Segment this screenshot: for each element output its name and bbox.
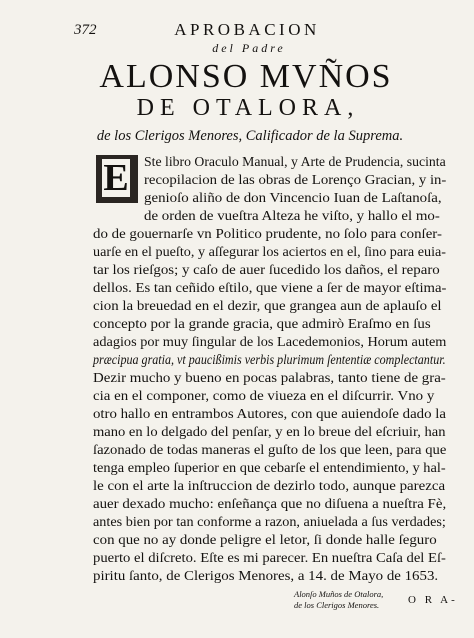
approval-heading: APROBACION: [174, 20, 320, 39]
body-line: Dezir mucho y bueno en pocas palabras, tanto tiene de gra-: [93, 370, 446, 385]
body-line: auer dexado mucho: enſeñança que no diſuena a nueſtra Fè,: [93, 496, 447, 511]
body-line: puerto el diſcreto. Eſte es mi parecer. En nueſtra Caſa del Eſ-: [93, 550, 446, 565]
body-line: otro hallo en entrambos Autores, con que auiendoſe dado la: [93, 406, 446, 421]
drop-cap-letter: E: [103, 157, 129, 199]
body-line: tenga empleo ſuperior en que cebarſe el entendimiento, y hal-: [93, 460, 446, 475]
signature-name: Alonſo Muños de Otalora,: [294, 589, 384, 599]
author-name-heading: ALONSO MVÑOS: [99, 58, 393, 95]
decorated-initial: [96, 155, 138, 203]
author-title-line: de los Clerigos Menores, Calificador de la Suprema.: [96, 128, 404, 144]
body-line: recopilacion de las obras de Lorenço Gracian, y in-: [144, 172, 447, 187]
body-line: genioſo aliño de don Vincencio Iuan de Laſtanoſa,: [144, 190, 442, 205]
body-line: cia en el componer, como de viueza en el diſcurrir. Vno y: [93, 388, 435, 403]
signature-order: de los Clerigos Menores.: [294, 600, 380, 610]
body-line: piritu ſanto, de Clerigos Menores, a 14. de Mayo de 1653.: [93, 568, 439, 583]
body-line: mano en lo delgado del penſar, y en lo breue del eſcriuir, han: [93, 424, 446, 439]
page-number: 372: [74, 22, 97, 38]
author-surname-heading: DE OTALORA,: [136, 95, 360, 121]
body-line: antes bien por tan conforme a razon, aniuelada a ſus verdades;: [93, 514, 446, 529]
body-line: de orden de vueſtra Alteza he viſto, y hallo el mo-: [144, 208, 440, 223]
body-line: con que no ay donde peligre el letor, ſi donde halle ſeguro: [93, 532, 437, 547]
body-line: uarſe en el pueſto, y aſſegurar los aciertos en el, ſino para euia-: [93, 244, 447, 259]
body-line: do de gouernarſe vn Politico prudente, no ſolo para conſer-: [93, 226, 442, 241]
body-line: ſazonado de todas maneras el guſto de los que leen, para que: [93, 442, 447, 457]
body-line: dellos. Es tan ceñido eſtilo, que viene a ſer de mayor eſtima-: [93, 280, 447, 295]
body-line: concepto por la grande gracia, que admirò Eraſmo en ſus: [93, 316, 431, 331]
body-line: cion la breuedad en el dezir, que grangea aun de aplauſo el: [93, 298, 442, 313]
body-line-latin-quote: præcipua gratia, vt paucißimis verbis plurimum ſententiæ complectantur.: [93, 352, 446, 367]
body-line: Ste libro Oraculo Manual, y Arte de Prudencia, sucinta: [144, 154, 446, 169]
body-line: adagios por muy ſingular de los Lacedemonios, Horum autem: [93, 334, 447, 349]
catchword: O R A-: [408, 594, 458, 606]
body-line: le con el arte la inſtruccion de dezirlo todo, aunque parezca: [93, 478, 446, 493]
body-line: tar los rieſgos; y caſo de auer ſucedido los daños, el reparo: [93, 262, 440, 277]
approval-subheading: del Padre: [212, 41, 286, 55]
